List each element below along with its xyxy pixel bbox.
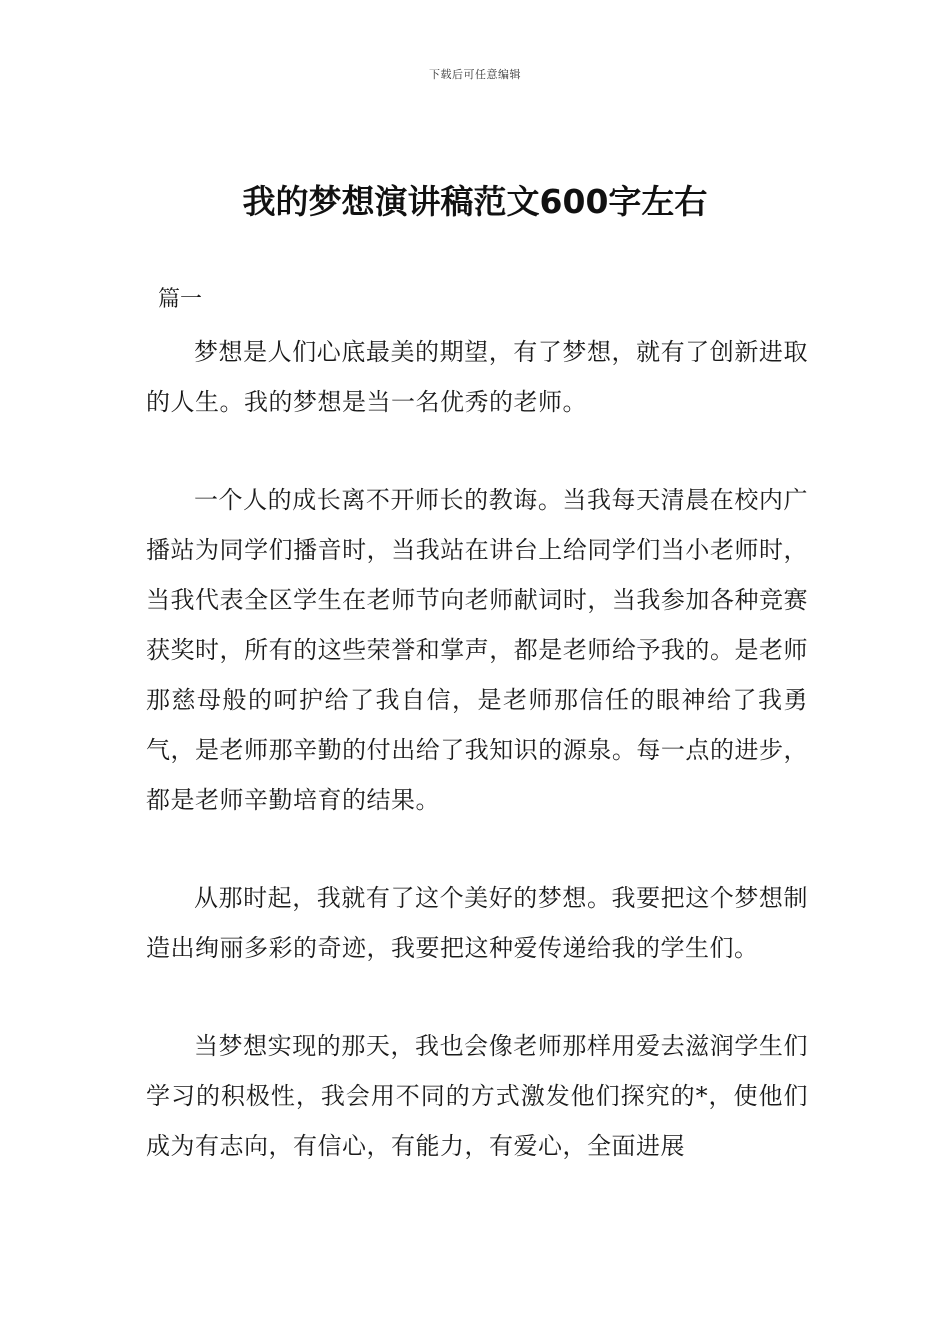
- paragraph-2: 一个人的成长离不开师长的教诲。当我每天清晨在校内广播站为同学们播音时，当我站在讲台上给同学们当小老师时，当我代表全区学生在老师节向老师献词时，当我参加各种竞赛获奖时，所有的这些荣誉和掌声，都是老师给予我的。是老师那慈母般的呵护给了我自信，是老师那信任的眼神给了我勇气，是老师那辛勤的付出给了我知识的源泉。每一点的进步，都是老师辛勤培育的结果。: [146, 486, 808, 814]
- paragraph-4: 当梦想实现的那天，我也会像老师那样用爱去滋润学生们学习的积极性，我会用不同的方式激发他们探究的*，使他们成为有志向，有信心，有能力，有爱心，全面进展: [146, 1032, 808, 1160]
- paragraph-3: 从那时起，我就有了这个美好的梦想。我要把这个梦想制造出绚丽多彩的奇迹，我要把这种爱传递给我的学生们。: [146, 884, 808, 962]
- header-note: 下载后可任意编辑: [429, 68, 521, 81]
- section-label: 篇一: [158, 287, 203, 312]
- paragraph-1: 梦想是人们心底最美的期望，有了梦想，就有了创新进取的人生。我的梦想是当一名优秀的老师。: [146, 338, 808, 416]
- document-title: 我的梦想演讲稿范文600字左右: [242, 182, 708, 221]
- body-text: [146, 327, 808, 1219]
